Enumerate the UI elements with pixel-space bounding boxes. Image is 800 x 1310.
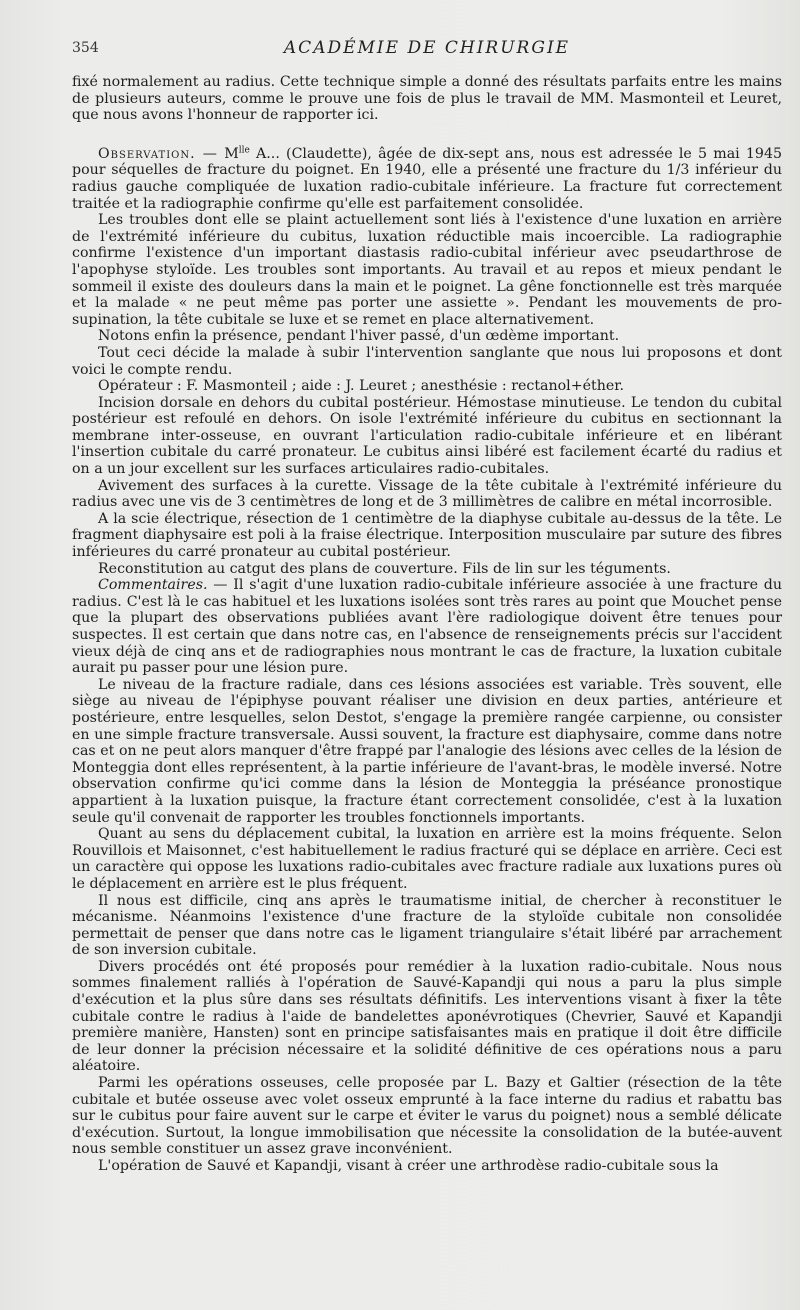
paragraph: Avivement des surfaces à la curette. Vissage de la tête cubitale à l'extrémité inférieure du radius avec une vis de 3 centimètres de long et de 3 millimètres de calibre en métal incorrosible. [72,477,782,511]
patient-title [224,146,250,162]
page-number: 354 [72,40,99,56]
paragraph: Incision dorsale en dehors du cubital postérieur. Hémostase minutieuse. Le tendon du cubital postérieur est refoulé en dehors. On isole l'extrémité inférieure du cubitus en sectionnant la membrane inter-osseuse, en ouvrant l'articulation radio-cubitale inférieure et en libérant l'insertion cubitale du carré pronateur. Le cubitus ainsi libéré est facilement écarté du radius et on a un jour excellent sur les surfaces articulaires radio-cubitales. [72,394,782,478]
paragraph: Le niveau de la fracture radiale, dans ces lésions associées est variable. Très souvent, elle siège au niveau de l'épiphyse pouvant réaliser une division en deux parties, antérieure et postérieure, entre lesquelles, selon Destot, s'engage la première rangée carpienne, ou consister en une simple fracture transversale. Aussi souvent, la fracture est diaphysaire, comme dans notre cas et on ne peut alors manquer d'être frappé par l'analogie des lésions avec celles de la lésion de Monteggia dont elles représentent, à la partie inférieure de l'avant-bras, le modèle inversé. Notre observation confirme qu'ici comme dans la lésion de Monteggia la préséance pronostique appartient à la luxation puisque, la fracture étant correctement consolidée, c'est à la luxation seule qu'il convenait de rapporter les troubles fonctionnels importants. [72,676,782,826]
paragraph: Opérateur : F. Masmonteil ; aide : J. Leuret ; anesthésie : rectanol+éther. [98,378,624,395]
paragraph: Quant au sens du déplacement cubital, la luxation en arrière est la moins fréquente. Selon Rouvillois et Maisonnet, c'est habituellement le radius fracturé qui se déplace en arrière. Ceci est un caractère qui oppose les luxations radio-cubitales avec fracture radiale aux luxations pures où le déplacement en arrière est le plus fréquent. [72,826,782,892]
commentaires-text: — Il s'agit d'une luxation radio-cubitale inférieure associée à une fracture du radius. C'est là le cas habituel et les luxations isolées sont très rares au point que Mouchet pense que la plupart des observations publiées avant l'ère radiologique doivent être tenues pour suspectes. Il est certain que dans notre cas, en l'absence de renseignements précis sur l'accident vieux déjà de cinq ans et de radiographies nous montrant le cas de fracture, la luxation cubitale aurait pu passer pour une lésion pure. [72,577,782,677]
observation-label: Observation. — [98,145,218,162]
commentaires-label: Commentaires. [98,577,208,594]
paragraph: A la scie électrique, résection de 1 centimètre de la diaphyse cubitale au-dessus de la tête. Le fragment diaphysaire est poli à la fraise électrique. Interposition musculaire par suture des fibres inférieures du carré pronateur au cubital postérieur. [72,510,782,561]
patient-title-prefix: M [224,145,239,162]
paragraph: L'opération de Sauvé et Kapandji, visant à créer une arthrodèse radio-cubitale sous la [98,1158,719,1174]
paragraph: Il nous est difficile, cinq ans après le traumatisme initial, de chercher à reconstituer le mécanisme. Néanmoins l'existence d'une fracture de la styloïde cubitale non consolidée permettait de penser que dans notre cas le ligament triangulaire s'était libéré par arrachement de son inversion cubitale. [72,892,782,959]
intro-paragraph: fixé normalement au radius. Cette technique simple a donné des résultats parfaits entre les mains de plusieurs auteurs, comme le prouve une fois de plus le travail de MM. Masmonteil et Leuret, que nous avons l'honneur de rapporter ici. [72,74,782,124]
patient-title-sup: lle [238,145,250,156]
paragraph: Tout ceci décide la malade à subir l'intervention sanglante que nous lui proposons et dont voici le compte rendu. [72,344,782,378]
paragraph: Les troubles dont elle se plaint actuellement sont liés à l'existence d'une luxation en arrière de l'extrémité inférieure du cubitus, luxation réductible mais incoercible. La radiographie confirme l'existence d'un important diastasis radio-cubital inférieur avec pseudarthrose de l'apophyse styloïde. Les troubles sont importants. Au travail et au repos et mieux pendant le sommeil il existe des douleurs dans la main et le poignet. La gêne fonctionnelle est très marquée et la malade « ne peut même pas porter une assiette ». Pendant les mouvements de pro-supination, la tête cubitale se luxe et se remet en place alternativement. [72,212,782,328]
commentaires-paragraph [72,577,782,677]
body-text [72,74,782,1175]
observation-text: A... (Claudette), âgée de dix-sept ans, nous est adressée le 5 mai 1945 pour séquelles de fracture du poignet. En 1940, elle a présenté une fracture du 1/3 inférieur du radius gauche compliquée de luxation radio-cubitale inférieure. La fracture fut correctement traitée et la radiographie confirme qu'elle est parfaitement consolidée. [72,145,783,212]
paragraph: Reconstitution au catgut des plans de couverture. Fils de lin sur les téguments. [98,560,671,577]
paragraph: Divers procédés ont été proposés pour remédier à la luxation radio-cubitale. Nous nous sommes finalement ralliés à l'opération de Sauvé-Kapandji qui nous a paru la plus simple d'exécution et la plus sûre dans ses résultats définitifs. Les interventions visant à fixer la tête cubitale contre le radius à l'aide de bandelettes aponévrotiques (Chevrier, Sauvé et Kapandji première manière, Hansten) sont en principe satisfaisantes mais en pratique il doit être difficile de leur donner la précision nécessaire et la solidité définitive de ces opérations nous a paru aléatoire. [72,958,782,1075]
paragraph: Parmi les opérations osseuses, celle proposée par L. Bazy et Galtier (résection de la tête cubitale et butée osseuse avec volet osseux emprunté à la face interne du radius et rabattu bas sur le cubitus pour faire auvent sur le carpe et éviter le varus du poignet) nous a semblé délicate d'exécution. Surtout, la longue immobilisation que nécessite la consolidation de la butée-auvent nous semble constituer un assez grave inconvénient. [72,1075,782,1158]
observation-paragraph [72,146,782,212]
page-header [72,38,782,60]
running-title: ACADÉMIE DE CHIRURGIE [283,38,571,58]
paragraph: Notons enfin la présence, pendant l'hiver passé, d'un œdème important. [98,328,620,345]
